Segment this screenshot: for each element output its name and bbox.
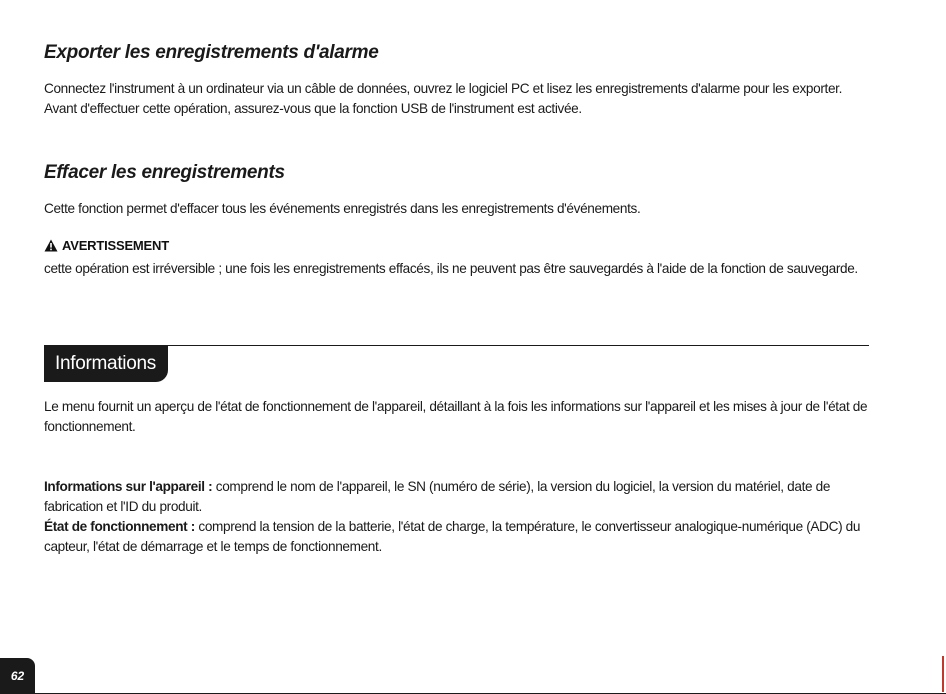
informations-section-tab: Informations [44, 345, 168, 382]
warning-paragraph: cette opération est irréversible ; une fois les enregistrements effacés, ils ne peuvent pas être sauvegardés à l'aide de la fonction de sauvegarde. [44, 261, 858, 276]
operating-status-label: État de fonctionnement : [44, 519, 195, 534]
operating-status-text: comprend la tension de la batterie, l'état de charge, la température, le convertisseur analogique-numérique (ADC) du capteur, l'état de démarrage et le temps de fonctionnement. [44, 519, 861, 554]
export-paragraph: Connectez l'instrument à un ordinateur via un câble de données, ouvrez le logiciel PC et lisez les enregistrements d'alarme pour les exporter. Avant d'effectuer cette opération, assurez-vous que la fonction USB de l'instrument est activée. [44, 81, 843, 116]
device-info-label: Informations sur l'appareil : [44, 479, 213, 494]
operating-status-paragraph [44, 517, 874, 557]
informations-intro-paragraph: Le menu fournit un aperçu de l'état de fonctionnement de l'appareil, détaillant à la fois les informations sur l'appareil et les mises à jour de l'état de fonctionnement. [44, 399, 868, 434]
clear-heading: Effacer les enregistrements [44, 162, 285, 183]
warning-label [44, 238, 169, 253]
warning-triangle-icon [44, 239, 58, 252]
warning-title: AVERTISSEMENT [62, 238, 169, 253]
clear-paragraph: Cette fonction permet d'effacer tous les événements enregistrés dans les enregistrements d'événements. [44, 201, 641, 216]
device-info-paragraph [44, 477, 874, 517]
export-heading: Exporter les enregistrements d'alarme [44, 42, 379, 63]
edge-accent-mark [942, 656, 944, 692]
device-info-text: comprend le nom de l'appareil, le SN (numéro de série), la version du logiciel, la version du matériel, date de fabrication et l'ID du produit. [44, 479, 831, 514]
page-number: 62 [0, 658, 35, 694]
